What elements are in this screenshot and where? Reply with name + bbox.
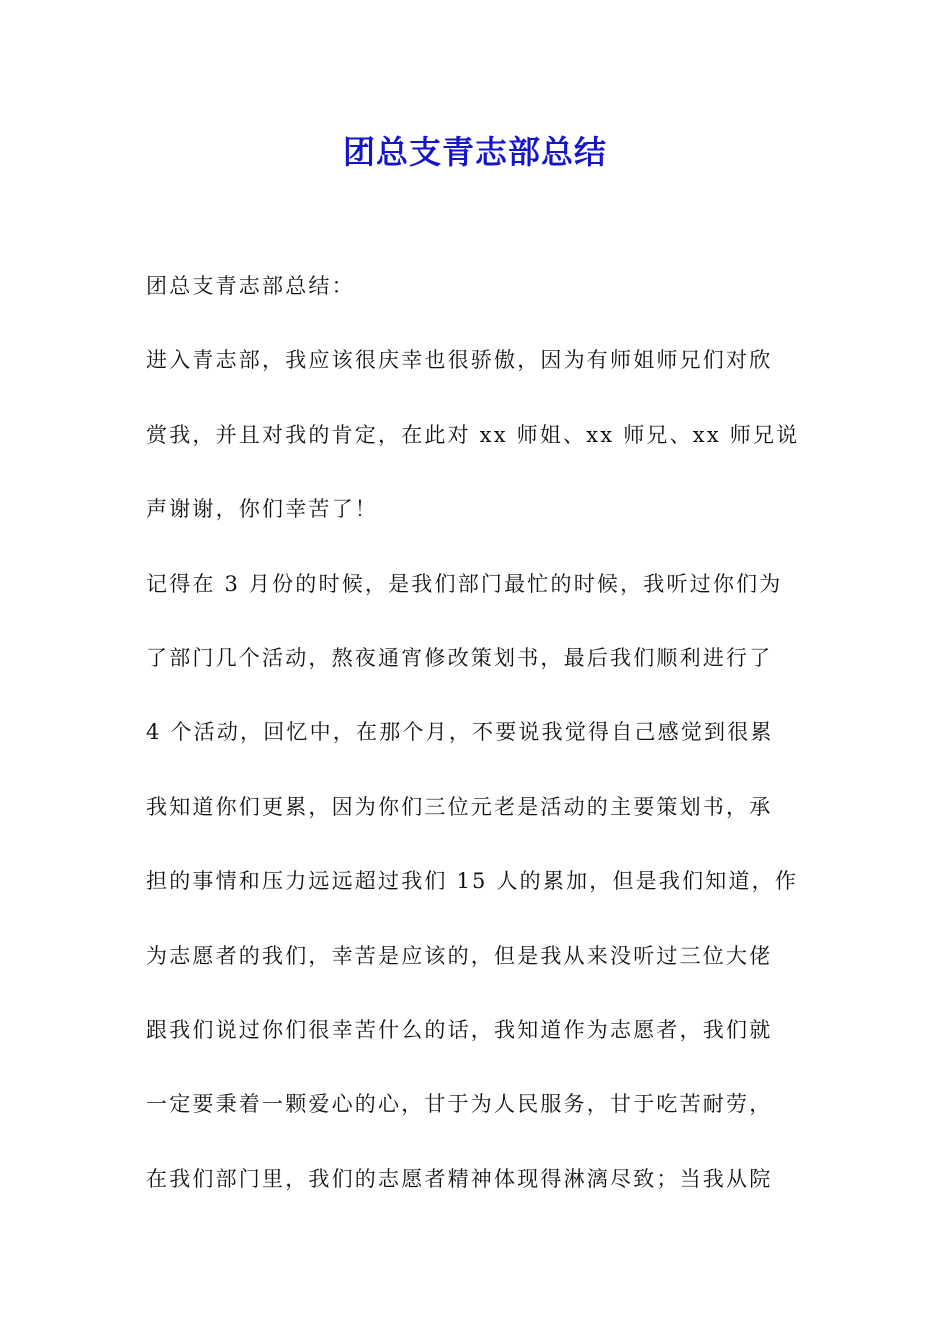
text-line-7: 4 个活动，回忆中，在那个月，不要说我觉得自己感觉到很累 bbox=[146, 720, 774, 744]
text-line-12: 一定要秉着一颗爱心的心，甘于为人民服务，甘于吃苦耐劳， bbox=[146, 1092, 773, 1116]
text-line-2: 进入青志部，我应该很庆幸也很骄傲，因为有师姐师兄们对欣 bbox=[146, 348, 773, 372]
text-line-8: 我知道你们更累，因为你们三位元老是活动的主要策划书，承 bbox=[146, 795, 773, 819]
text-line-9: 担的事情和压力远远超过我们 15 人的累加，但是我们知道，作 bbox=[146, 869, 799, 893]
text-line-4: 声谢谢，你们幸苦了！ bbox=[146, 497, 378, 521]
text-line-10: 为志愿者的我们，幸苦是应该的，但是我从来没听过三位大佬 bbox=[146, 944, 773, 968]
text-line-5: 记得在 3 月份的时候，是我们部门最忙的时候，我听过你们为 bbox=[146, 572, 783, 596]
text-line-3: 赏我，并且对我的肯定，在此对 xx 师姐、xx 师兄、xx 师兄说 bbox=[146, 423, 800, 447]
text-line-13: 在我们部门里，我们的志愿者精神体现得淋漓尽致；当我从院 bbox=[146, 1167, 773, 1191]
text-line-11: 跟我们说过你们很幸苦什么的话，我知道作为志愿者，我们就 bbox=[146, 1018, 773, 1042]
text-line-6: 了部门几个活动，熬夜通宵修改策划书，最后我们顺利进行了 bbox=[146, 646, 773, 670]
document-title: 团总支青志部总结 bbox=[342, 133, 607, 171]
text-line-1: 团总支青志部总结： bbox=[146, 274, 355, 298]
